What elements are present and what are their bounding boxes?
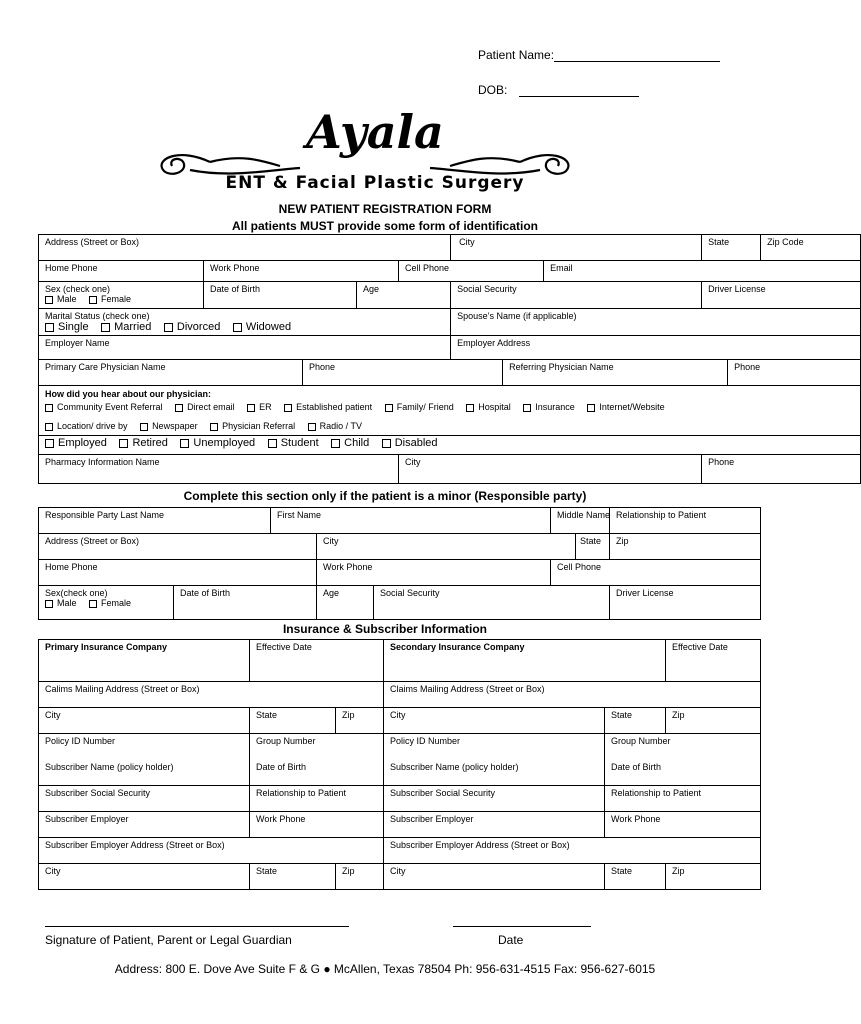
patient-email-cell[interactable]	[544, 261, 861, 282]
marital-divorced-option[interactable]	[164, 321, 220, 333]
primary-relationship-label: Relationship to Patient	[256, 788, 347, 798]
practice-logo	[150, 105, 580, 194]
patient-state-cell[interactable]	[702, 235, 761, 261]
employment-option[interactable]	[331, 437, 369, 449]
checkbox-icon[interactable]	[45, 439, 54, 448]
checkbox-icon[interactable]	[140, 423, 148, 431]
secondary-relationship-cell[interactable]	[605, 786, 761, 812]
secondary-sub-city-label: City	[390, 866, 406, 876]
primary-zip-cell[interactable]	[336, 708, 384, 734]
checkbox-icon[interactable]	[308, 423, 316, 431]
checkbox-icon[interactable]	[89, 600, 97, 608]
employment-option[interactable]	[45, 437, 107, 449]
rp-ssn-cell[interactable]	[374, 586, 610, 620]
referral-option[interactable]	[284, 401, 372, 414]
secondary-policy-label: Policy ID Number	[390, 736, 461, 746]
primary-dob-cell[interactable]	[250, 760, 384, 786]
patient-employer-label: Employer Name	[45, 338, 110, 348]
primary-work-phone-label: Work Phone	[256, 814, 306, 824]
checkbox-icon[interactable]	[180, 439, 189, 448]
marital-single-option[interactable]	[45, 321, 89, 333]
signature-label: Signature of Patient, Parent or Legal Guardian	[45, 933, 292, 947]
secondary-work-phone-label: Work Phone	[611, 814, 661, 824]
primary-mailing-label: Calims Mailing Address (Street or Box)	[45, 684, 200, 694]
rp-driver-license-label: Driver License	[616, 588, 674, 598]
checkbox-icon[interactable]	[385, 404, 393, 412]
option-label: Child	[344, 437, 370, 449]
pharmacy-city-cell[interactable]	[399, 455, 702, 484]
primary-sub-city-cell[interactable]	[39, 864, 250, 890]
male-label: Male	[57, 598, 77, 608]
patient-zip-label: Zip Code	[767, 237, 804, 247]
secondary-sub-ssn-cell[interactable]	[384, 786, 605, 812]
footer-address: Address: 800 E. Dove Ave Suite F & G ● McAllen, Texas 78504 Ph: 956-631-4515 Fax: 956-627-6015	[114, 962, 656, 976]
secondary-sub-zip-cell[interactable]	[666, 864, 761, 890]
pharmacy-phone-label: Phone	[708, 457, 735, 467]
patient-name-label: Patient Name:	[478, 48, 555, 62]
checkbox-icon[interactable]	[247, 404, 255, 412]
secondary-sub-ssn-label: Subscriber Social Security	[390, 788, 496, 798]
secondary-zip-label: Zip	[672, 710, 685, 720]
employment-option[interactable]	[119, 437, 167, 449]
secondary-city-label: City	[390, 710, 406, 720]
logo-script-text: Ayala	[306, 105, 444, 159]
option-label: Family/ Friend	[396, 402, 454, 412]
widowed-label: Widowed	[245, 321, 292, 333]
referral-option[interactable]	[247, 401, 272, 414]
secondary-zip-cell[interactable]	[666, 708, 761, 734]
option-label: Internet/Website	[599, 402, 665, 412]
patient-dob-label: Date of Birth	[210, 284, 261, 294]
patient-cell-phone-label: Cell Phone	[405, 263, 450, 273]
female-label: Female	[101, 598, 132, 608]
patient-sex-label: Sex (check one)	[45, 284, 111, 294]
referral-options-row-2	[45, 420, 854, 433]
marital-widowed-option[interactable]	[233, 321, 291, 333]
patient-home-phone-cell[interactable]	[39, 261, 204, 282]
divorced-label: Divorced	[176, 321, 221, 333]
primary-policy-cell[interactable]	[39, 734, 250, 760]
referring-phone-label: Phone	[734, 362, 761, 372]
patient-marital-label: Marital Status (check one)	[45, 311, 150, 321]
rp-male-option[interactable]	[45, 598, 77, 608]
option-label: Location/ drive by	[57, 421, 128, 431]
rp-middle-name-cell[interactable]	[551, 508, 610, 534]
checkbox-icon[interactable]	[45, 423, 53, 431]
rp-city-cell[interactable]	[317, 534, 576, 560]
secondary-company-label: Secondary Insurance Company	[390, 642, 525, 652]
option-label: Employed	[58, 437, 107, 449]
primary-group-label: Group Number	[256, 736, 316, 746]
option-label: Newspaper	[152, 421, 198, 431]
rp-home-phone-label: Home Phone	[45, 562, 98, 572]
patient-name-field	[478, 48, 720, 62]
patient-age-label: Age	[363, 284, 380, 294]
secondary-company-cell[interactable]	[384, 640, 666, 682]
patient-city-label: City	[459, 237, 475, 247]
primary-effective-label: Effective Date	[256, 642, 312, 652]
checkbox-icon[interactable]	[284, 404, 292, 412]
pharmacy-city-label: City	[405, 457, 421, 467]
primary-sub-ssn-label: Subscriber Social Security	[45, 788, 151, 798]
rp-state-label: State	[580, 536, 602, 546]
option-label: Hospital	[478, 402, 511, 412]
form-title: NEW PATIENT REGISTRATION FORM	[278, 202, 492, 216]
patient-ssn-cell[interactable]	[451, 282, 702, 309]
patient-zip-cell[interactable]	[761, 235, 861, 261]
patient-spouse-label: Spouse’s Name (if applicable)	[457, 311, 577, 321]
option-label: Radio / TV	[319, 421, 363, 431]
rp-cell-phone-cell[interactable]	[551, 560, 761, 586]
primary-work-phone-cell[interactable]	[250, 812, 384, 838]
referral-option[interactable]	[45, 420, 128, 433]
primary-sub-zip-label: Zip	[342, 866, 355, 876]
primary-mailing-cell[interactable]	[39, 682, 384, 708]
referral-option[interactable]	[308, 420, 362, 433]
referral-option[interactable]	[466, 401, 511, 414]
rp-dob-label: Date of Birth	[180, 588, 231, 598]
secondary-relationship-label: Relationship to Patient	[611, 788, 702, 798]
primary-employer-address-cell[interactable]	[39, 838, 384, 864]
dob-label: DOB:	[478, 83, 508, 97]
checkbox-icon[interactable]	[466, 404, 474, 412]
option-label: Retired	[132, 437, 168, 449]
secondary-state-cell[interactable]	[605, 708, 666, 734]
secondary-sub-zip-label: Zip	[672, 866, 685, 876]
employment-option[interactable]	[180, 437, 255, 449]
rp-last-name-label: Responsible Party Last Name	[45, 510, 165, 520]
secondary-dob-label: Date of Birth	[611, 761, 662, 772]
patient-driver-license-cell[interactable]	[702, 282, 861, 309]
option-label: Physician Referral	[222, 421, 296, 431]
primary-group-cell[interactable]	[250, 734, 384, 760]
pharmacy-name-label: Pharmacy Information Name	[45, 457, 160, 467]
referral-option[interactable]	[523, 401, 575, 414]
rp-first-name-cell[interactable]	[271, 508, 551, 534]
signature-line[interactable]	[45, 926, 349, 927]
primary-subscriber-label: Subscriber Name (policy holder)	[45, 761, 174, 772]
pcp-phone-label: Phone	[309, 362, 336, 372]
rp-first-name-label: First Name	[277, 510, 322, 520]
patient-name-input[interactable]	[554, 49, 720, 62]
patient-employer-address-cell[interactable]	[451, 336, 861, 360]
pharmacy-name-cell[interactable]	[39, 455, 399, 484]
secondary-dob-cell[interactable]	[605, 760, 761, 786]
primary-dob-label: Date of Birth	[256, 761, 307, 772]
secondary-mailing-cell[interactable]	[384, 682, 761, 708]
secondary-employer-address-cell[interactable]	[384, 838, 761, 864]
rp-relationship-cell[interactable]	[610, 508, 761, 534]
rp-driver-license-cell[interactable]	[610, 586, 761, 620]
option-label: Community Event Referral	[57, 402, 163, 412]
primary-effective-cell[interactable]	[250, 640, 384, 682]
rp-state-cell[interactable]	[576, 534, 610, 560]
rp-dob-cell[interactable]	[174, 586, 317, 620]
rp-sex-cell	[39, 586, 174, 620]
referral-option[interactable]	[210, 420, 295, 433]
rp-female-option[interactable]	[89, 598, 131, 608]
pcp-phone-cell[interactable]	[303, 360, 503, 386]
patient-ssn-label: Social Security	[457, 284, 517, 294]
female-label: Female	[101, 294, 132, 304]
rp-age-cell[interactable]	[317, 586, 374, 620]
referral-source-cell	[39, 386, 861, 436]
patient-dob-cell[interactable]	[204, 282, 357, 309]
secondary-state-label: State	[611, 710, 633, 720]
rp-zip-cell[interactable]	[610, 534, 761, 560]
secondary-group-cell[interactable]	[605, 734, 761, 760]
patient-city-cell[interactable]	[451, 235, 702, 261]
employment-status-cell	[39, 436, 861, 455]
referral-source-label: How did you hear about our physician:	[45, 389, 212, 399]
referral-option[interactable]	[385, 401, 454, 414]
patient-male-option[interactable]	[45, 294, 77, 304]
single-label: Single	[58, 321, 89, 333]
insurance-section-title: Insurance & Subscriber Information	[282, 622, 488, 636]
checkbox-icon[interactable]	[164, 323, 173, 332]
primary-relationship-cell[interactable]	[250, 786, 384, 812]
secondary-sub-state-cell[interactable]	[605, 864, 666, 890]
checkbox-icon[interactable]	[210, 423, 218, 431]
married-label: Married	[114, 321, 152, 333]
referral-options-row-1	[45, 401, 854, 414]
primary-sub-zip-cell[interactable]	[336, 864, 384, 890]
secondary-city-cell[interactable]	[384, 708, 605, 734]
primary-state-label: State	[256, 710, 278, 720]
primary-sub-state-cell[interactable]	[250, 864, 336, 890]
pcp-name-label: Primary Care Physician Name	[45, 362, 166, 372]
option-label: Insurance	[535, 402, 575, 412]
primary-sub-city-label: City	[45, 866, 61, 876]
secondary-sub-state-label: State	[611, 866, 633, 876]
patient-age-cell[interactable]	[357, 282, 451, 309]
dob-input[interactable]	[519, 84, 639, 97]
secondary-subscriber-cell[interactable]	[384, 760, 605, 786]
secondary-group-label: Group Number	[611, 736, 671, 746]
primary-zip-label: Zip	[342, 710, 355, 720]
rp-address-label: Address (Street or Box)	[45, 536, 140, 546]
referring-phone-cell[interactable]	[728, 360, 861, 386]
rp-address-cell[interactable]	[39, 534, 317, 560]
secondary-mailing-label: Claims Mailing Address (Street or Box)	[390, 684, 545, 694]
logo-subtitle: ENT & Facial Plastic Surgery	[225, 173, 525, 193]
checkbox-icon[interactable]	[45, 404, 53, 412]
checkbox-icon[interactable]	[101, 323, 110, 332]
primary-sub-ssn-cell[interactable]	[39, 786, 250, 812]
date-label: Date	[498, 933, 524, 947]
checkbox-icon[interactable]	[175, 404, 183, 412]
checkbox-icon[interactable]	[587, 404, 595, 412]
checkbox-icon[interactable]	[119, 439, 128, 448]
primary-company-cell[interactable]	[39, 640, 250, 682]
patient-marital-cell	[39, 309, 451, 336]
option-label: Direct email	[187, 402, 235, 412]
patient-address-cell[interactable]	[39, 235, 451, 261]
rp-city-label: City	[323, 536, 339, 546]
primary-state-cell[interactable]	[250, 708, 336, 734]
rp-home-phone-cell[interactable]	[39, 560, 317, 586]
rp-sex-label: Sex(check one)	[45, 588, 108, 598]
form-subtitle: All patients MUST provide some form of identification	[231, 219, 539, 233]
employment-option[interactable]	[268, 437, 319, 449]
marital-married-option[interactable]	[101, 321, 151, 333]
checkbox-icon[interactable]	[45, 600, 53, 608]
patient-work-phone-label: Work Phone	[210, 263, 260, 273]
secondary-effective-label: Effective Date	[672, 642, 728, 652]
referring-name-label: Referring Physician Name	[509, 362, 614, 372]
option-label: ER	[259, 402, 272, 412]
secondary-employer-address-label: Subscriber Employer Address (Street or Box)	[390, 840, 570, 850]
checkbox-icon[interactable]	[523, 404, 531, 412]
rp-work-phone-cell[interactable]	[317, 560, 551, 586]
referral-option[interactable]	[45, 401, 163, 414]
primary-subscriber-cell[interactable]	[39, 760, 250, 786]
primary-sub-employer-cell[interactable]	[39, 812, 250, 838]
patient-info-table	[38, 234, 861, 484]
patient-female-option[interactable]	[89, 294, 131, 304]
referring-name-cell[interactable]	[503, 360, 728, 386]
rp-age-label: Age	[323, 588, 340, 598]
checkbox-icon[interactable]	[331, 439, 340, 448]
option-label: Established patient	[296, 402, 373, 412]
option-label: Disabled	[394, 437, 438, 449]
checkbox-icon[interactable]	[89, 296, 97, 304]
patient-sex-cell	[39, 282, 204, 309]
patient-state-label: State	[708, 237, 730, 247]
primary-employer-address-label: Subscriber Employer Address (Street or Box)	[45, 840, 225, 850]
patient-address-label: Address (Street or Box)	[45, 237, 140, 247]
checkbox-icon[interactable]	[382, 439, 391, 448]
pharmacy-phone-cell[interactable]	[702, 455, 861, 484]
secondary-work-phone-cell[interactable]	[605, 812, 761, 838]
patient-spouse-cell[interactable]	[451, 309, 861, 336]
rp-middle-name-label: Middle Name	[557, 510, 611, 520]
rp-relationship-label: Relationship to Patient	[616, 510, 707, 520]
patient-cell-phone-cell[interactable]	[399, 261, 544, 282]
rp-last-name-cell[interactable]	[39, 508, 271, 534]
primary-city-cell[interactable]	[39, 708, 250, 734]
secondary-effective-cell[interactable]	[666, 640, 761, 682]
secondary-sub-employer-label: Subscriber Employer	[390, 814, 474, 824]
rp-work-phone-label: Work Phone	[323, 562, 373, 572]
patient-work-phone-cell[interactable]	[204, 261, 399, 282]
secondary-sub-city-cell[interactable]	[384, 864, 605, 890]
checkbox-icon[interactable]	[233, 323, 242, 332]
primary-sub-employer-label: Subscriber Employer	[45, 814, 129, 824]
rp-ssn-label: Social Security	[380, 588, 440, 598]
checkbox-icon[interactable]	[45, 296, 53, 304]
option-label: Unemployed	[193, 437, 256, 449]
responsible-party-table	[38, 507, 761, 620]
checkbox-icon[interactable]	[45, 323, 54, 332]
option-label: Student	[280, 437, 319, 449]
secondary-sub-employer-cell[interactable]	[384, 812, 605, 838]
patient-driver-license-label: Driver License	[708, 284, 766, 294]
pcp-name-cell[interactable]	[39, 360, 303, 386]
patient-email-label: Email	[550, 263, 573, 273]
primary-policy-label: Policy ID Number	[45, 736, 116, 746]
dob-field	[478, 83, 639, 97]
patient-employer-address-label: Employer Address	[457, 338, 531, 348]
checkbox-icon[interactable]	[268, 439, 277, 448]
patient-home-phone-label: Home Phone	[45, 263, 98, 273]
primary-sub-state-label: State	[256, 866, 278, 876]
primary-company-label: Primary Insurance Company	[45, 642, 168, 652]
primary-city-label: City	[45, 710, 61, 720]
date-line[interactable]	[453, 926, 591, 927]
rp-zip-label: Zip	[616, 536, 629, 546]
male-label: Male	[57, 294, 77, 304]
referral-option[interactable]	[175, 401, 235, 414]
patient-employer-cell[interactable]	[39, 336, 451, 360]
employment-option[interactable]	[382, 437, 438, 449]
referral-option[interactable]	[140, 420, 198, 433]
secondary-policy-cell[interactable]	[384, 734, 605, 760]
referral-option[interactable]	[587, 401, 664, 414]
minor-section-title: Complete this section only if the patient is a minor (Responsible party)	[183, 489, 587, 503]
insurance-table	[38, 639, 761, 890]
secondary-subscriber-label: Subscriber Name (policy holder)	[390, 761, 519, 772]
rp-cell-phone-label: Cell Phone	[557, 562, 602, 572]
